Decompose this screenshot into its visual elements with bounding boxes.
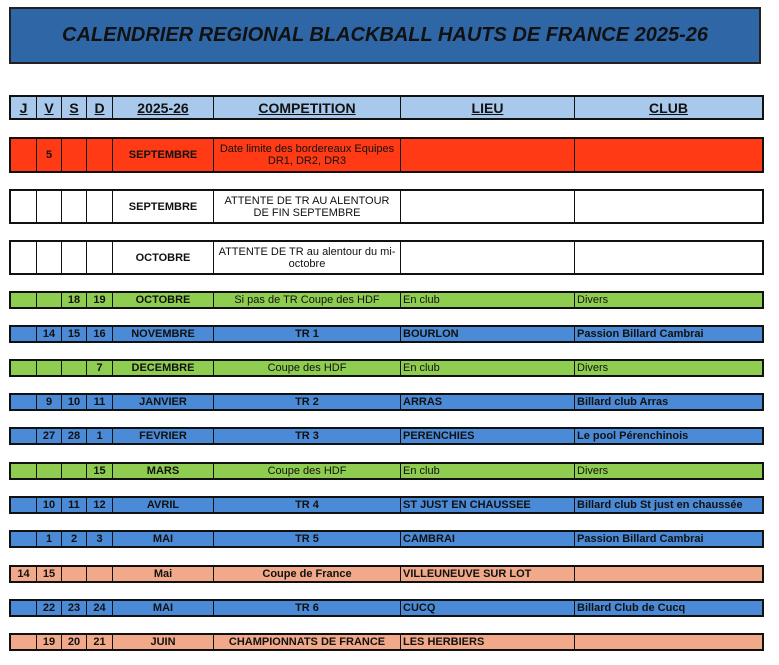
cell-club: Billard club Arras xyxy=(577,396,669,408)
cell-d: 1 xyxy=(87,429,113,443)
cell-competition: Coupe des HDF xyxy=(214,361,401,375)
cell-j xyxy=(11,139,37,171)
cell-s: 23 xyxy=(62,601,87,615)
cell-club xyxy=(575,567,762,581)
table-row xyxy=(9,325,764,343)
cell-s xyxy=(62,464,87,478)
table-row xyxy=(9,240,764,275)
cell-s: 18 xyxy=(62,293,87,307)
cell-club: Divers xyxy=(577,362,609,374)
cell-lieu: En club xyxy=(401,464,575,478)
cell-club xyxy=(575,242,762,273)
cell-s: 28 xyxy=(62,429,87,443)
header-d: D xyxy=(87,97,113,118)
cell-s: 15 xyxy=(62,327,87,341)
cell-v: 22 xyxy=(37,601,62,615)
cell-v: 10 xyxy=(37,498,62,512)
cell-competition: Date limite des bordereaux Equipes DR1, DR2, DR3 xyxy=(214,139,401,171)
header-j: J xyxy=(11,97,37,118)
cell-month: MAI xyxy=(113,532,214,546)
cell-j xyxy=(11,242,37,273)
cell-lieu xyxy=(401,191,575,222)
cell-month: JUIN xyxy=(113,635,214,649)
cell-lieu: En club xyxy=(401,361,575,375)
cell-month: MAI xyxy=(113,601,214,615)
cell-d: 16 xyxy=(87,327,113,341)
header-competition: COMPETITION xyxy=(214,97,401,118)
cell-competition: TR 5 xyxy=(214,532,401,546)
cell-v: 27 xyxy=(37,429,62,443)
cell-club: Divers xyxy=(577,465,609,477)
cell-month: FEVRIER xyxy=(113,429,214,443)
cell-competition: Coupe de France xyxy=(214,567,401,581)
cell-s: 11 xyxy=(62,498,87,512)
cell-d: 24 xyxy=(87,601,113,615)
cell-lieu xyxy=(401,139,575,171)
table-row xyxy=(9,427,764,445)
cell-j: 14 xyxy=(11,567,37,581)
cell-s: 2 xyxy=(62,532,87,546)
cell-j xyxy=(11,532,37,546)
cell-d xyxy=(87,242,113,273)
cell-s: 20 xyxy=(62,635,87,649)
cell-lieu: CUCQ xyxy=(401,601,575,615)
table-row xyxy=(9,462,764,480)
cell-v xyxy=(37,242,62,273)
page-title: CALENDRIER REGIONAL BLACKBALL HAUTS DE FRANCE 2025-26 xyxy=(62,24,708,46)
cell-month: SEPTEMBRE xyxy=(113,191,214,222)
cell-j xyxy=(11,464,37,478)
cell-lieu: CAMBRAI xyxy=(401,532,575,546)
cell-j xyxy=(11,498,37,512)
cell-lieu: VILLEUNEUVE SUR LOT xyxy=(401,567,575,581)
header-v: V xyxy=(37,97,62,118)
cell-lieu xyxy=(401,242,575,273)
cell-d: 3 xyxy=(87,532,113,546)
cell-lieu: BOURLON xyxy=(401,327,575,341)
header-season: 2025-26 xyxy=(113,97,214,118)
cell-v: 9 xyxy=(37,395,62,409)
cell-d: 21 xyxy=(87,635,113,649)
cell-v xyxy=(37,361,62,375)
cell-competition: ATTENTE DE TR au alentour du mi-octobre xyxy=(214,242,401,273)
cell-j xyxy=(11,361,37,375)
table-row xyxy=(9,359,764,377)
cell-j xyxy=(11,191,37,222)
cell-lieu: LES HERBIERS xyxy=(401,635,575,649)
cell-d: 12 xyxy=(87,498,113,512)
cell-j xyxy=(11,635,37,649)
cell-club xyxy=(575,635,762,649)
table-row xyxy=(9,496,764,514)
cell-v xyxy=(37,293,62,307)
cell-d xyxy=(87,567,113,581)
table-row xyxy=(9,633,764,651)
cell-month: NOVEMBRE xyxy=(113,327,214,341)
cell-club: Passion Billard Cambrai xyxy=(577,533,704,545)
table-row xyxy=(9,565,764,583)
cell-competition: TR 6 xyxy=(214,601,401,615)
cell-competition: ATTENTE DE TR AU ALENTOUR DE FIN SEPTEMBRE xyxy=(214,191,401,222)
cell-competition: CHAMPIONNATS DE FRANCE xyxy=(214,635,401,649)
cell-club: Passion Billard Cambrai xyxy=(577,328,704,340)
cell-j xyxy=(11,429,37,443)
cell-d: 15 xyxy=(87,464,113,478)
cell-v: 19 xyxy=(37,635,62,649)
cell-s: 10 xyxy=(62,395,87,409)
cell-month: AVRIL xyxy=(113,498,214,512)
cell-lieu: ARRAS xyxy=(401,395,575,409)
cell-s xyxy=(62,361,87,375)
cell-month: DECEMBRE xyxy=(113,361,214,375)
cell-month: MARS xyxy=(113,464,214,478)
cell-j xyxy=(11,395,37,409)
cell-v: 15 xyxy=(37,567,62,581)
cell-month: Mai xyxy=(113,567,214,581)
cell-club: Billard Club de Cucq xyxy=(577,602,686,614)
cell-competition: TR 4 xyxy=(214,498,401,512)
cell-d: 19 xyxy=(87,293,113,307)
cell-competition: TR 3 xyxy=(214,429,401,443)
cell-s xyxy=(62,567,87,581)
cell-competition: TR 1 xyxy=(214,327,401,341)
cell-club xyxy=(575,191,762,222)
cell-club: Divers xyxy=(577,294,609,306)
cell-s xyxy=(62,242,87,273)
cell-v: 14 xyxy=(37,327,62,341)
cell-d xyxy=(87,191,113,222)
cell-s xyxy=(62,139,87,171)
cell-month: JANVIER xyxy=(113,395,214,409)
cell-lieu: En club xyxy=(401,293,575,307)
cell-j xyxy=(11,293,37,307)
title-banner xyxy=(9,7,761,64)
cell-club: Billard club St just en chaussée xyxy=(577,499,743,511)
cell-s xyxy=(62,191,87,222)
cell-j xyxy=(11,601,37,615)
table-row xyxy=(9,393,764,411)
cell-lieu: PERENCHIES xyxy=(401,429,575,443)
cell-month: SEPTEMBRE xyxy=(113,139,214,171)
cell-competition: Coupe des HDF xyxy=(214,464,401,478)
table-header xyxy=(9,95,764,120)
header-club: CLUB xyxy=(649,99,688,116)
header-s: S xyxy=(62,97,87,118)
cell-v xyxy=(37,191,62,222)
table-row xyxy=(9,291,764,309)
cell-competition: Si pas de TR Coupe des HDF xyxy=(214,293,401,307)
cell-d: 11 xyxy=(87,395,113,409)
cell-club: Le pool Pérenchinois xyxy=(577,430,689,442)
cell-d: 7 xyxy=(87,361,113,375)
header-lieu: LIEU xyxy=(401,97,575,118)
table-row xyxy=(9,530,764,548)
cell-month: OCTOBRE xyxy=(113,293,214,307)
table-row xyxy=(9,599,764,617)
table-row xyxy=(9,189,764,224)
cell-v: 5 xyxy=(37,139,62,171)
cell-v xyxy=(37,464,62,478)
cell-j xyxy=(11,327,37,341)
cell-v: 1 xyxy=(37,532,62,546)
cell-month: OCTOBRE xyxy=(113,242,214,273)
table-row xyxy=(9,137,764,173)
cell-lieu: ST JUST EN CHAUSSEE xyxy=(401,498,575,512)
cell-competition: TR 2 xyxy=(214,395,401,409)
cell-club xyxy=(575,139,762,171)
cell-d xyxy=(87,139,113,171)
